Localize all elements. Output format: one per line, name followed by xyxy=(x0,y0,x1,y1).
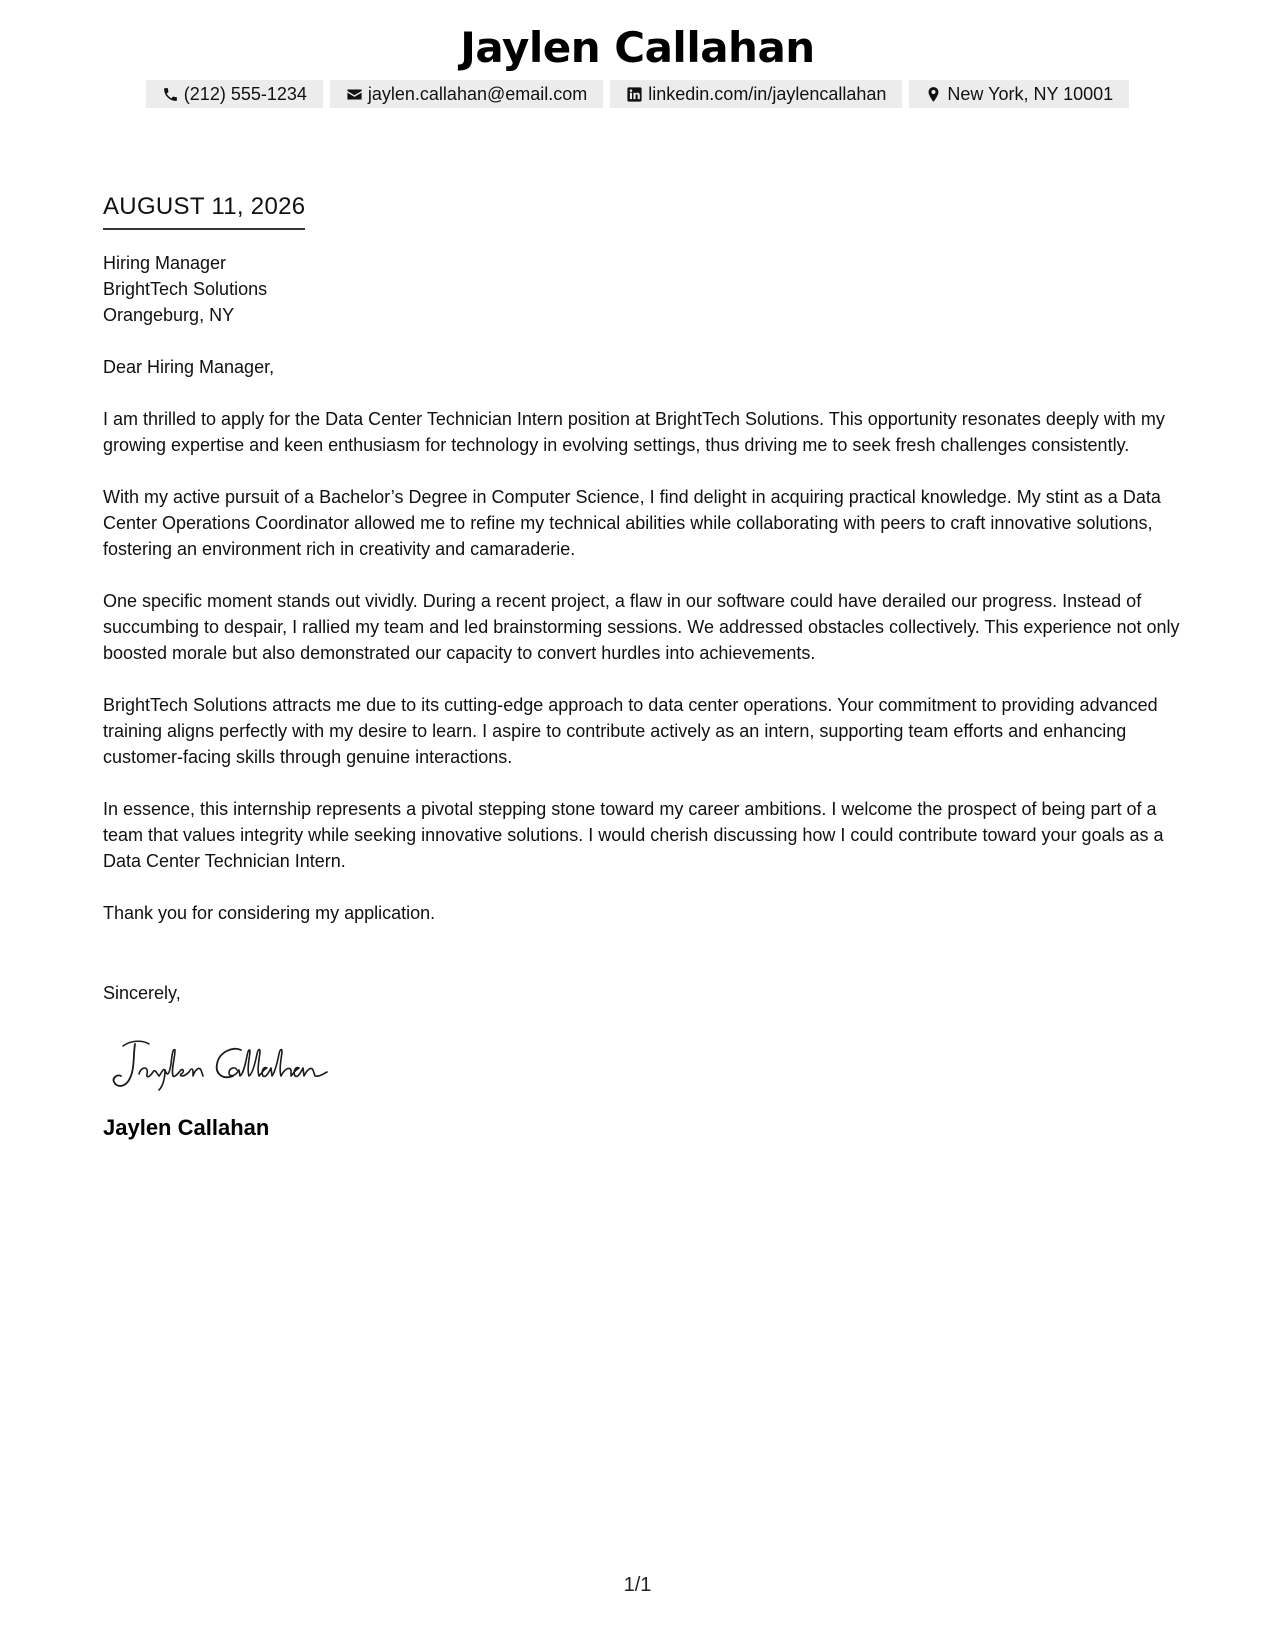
contact-bar xyxy=(0,80,1275,108)
contact-linkedin-text: linkedin.com/in/jaylencallahan xyxy=(648,83,887,104)
body-paragraph-3: One specific moment stands out vividly. During a recent project, a flaw in our software could have derailed our progress. Instead of succumbing to despair, I rallied my team and led brainstorming sessions. We addressed obstacles collectively. This experience not only boosted morale but also demonstrated our capacity to convert hurdles into achievements. xyxy=(103,591,1180,663)
contact-email-text: jaylen.callahan@email.com xyxy=(367,83,588,104)
envelope-icon xyxy=(346,86,363,103)
letter-date: AUGUST 11, 2026 xyxy=(103,190,305,230)
recipient-block xyxy=(103,250,1183,328)
phone-icon xyxy=(162,86,179,103)
recipient-company: BrightTech Solutions xyxy=(103,279,268,299)
recipient-location: Orangeburg, NY xyxy=(103,305,235,325)
body-paragraph-2: With my active pursuit of a Bachelor’s Degree in Computer Science, I find delight in acquiring practical knowledge. My stint as a Data Center Operations Coordinator allowed me to refine my technical abilities while collaborating with peers to craft innovative solutions, fostering an environment rich in creativity and camaraderie. xyxy=(103,487,1161,559)
body-paragraph-4: BrightTech Solutions attracts me due to its cutting-edge approach to data center operations. Your commitment to providing advanced training aligns perfectly with my desire to learn. I aspire to contribute actively as an intern, supporting team efforts and enhancing customer-facing skills through genuine interactions. xyxy=(103,695,1158,767)
body-paragraph-1: I am thrilled to apply for the Data Center Technician Intern position at BrightTech Solutions. This opportunity resonates deeply with my growing expertise and keen enthusiasm for technology in evolving settings, thus driving me to seek fresh challenges consistently. xyxy=(103,409,1165,455)
contact-location-text: New York, NY 10001 xyxy=(947,83,1114,104)
linkedin-icon xyxy=(626,86,643,103)
applicant-name-heading: Jaylen Callahan xyxy=(460,23,815,72)
closing-line: Sincerely, xyxy=(103,983,181,1003)
handwritten-signature xyxy=(109,1036,369,1092)
contact-linkedin xyxy=(610,80,902,108)
salutation: Dear Hiring Manager, xyxy=(103,357,275,377)
contact-phone xyxy=(146,80,323,108)
body-paragraph-5: In essence, this internship represents a pivotal stepping stone toward my career ambitions. I welcome the prospect of being part of a team that values integrity while seeking innovative solutions. I would cherish discussing how I could contribute toward your goals as a Data Center Technician Intern. xyxy=(103,799,1164,871)
contact-email xyxy=(330,80,603,108)
contact-phone-text: (212) 555-1234 xyxy=(183,83,307,104)
thanks-line: Thank you for considering my application. xyxy=(103,903,436,923)
letter-body xyxy=(103,190,1183,1143)
signed-name: Jaylen Callahan xyxy=(103,1115,270,1140)
map-pin-icon xyxy=(925,86,942,103)
recipient-title: Hiring Manager xyxy=(103,253,227,273)
contact-location xyxy=(909,80,1129,108)
page-number: 1/1 xyxy=(623,1574,652,1596)
